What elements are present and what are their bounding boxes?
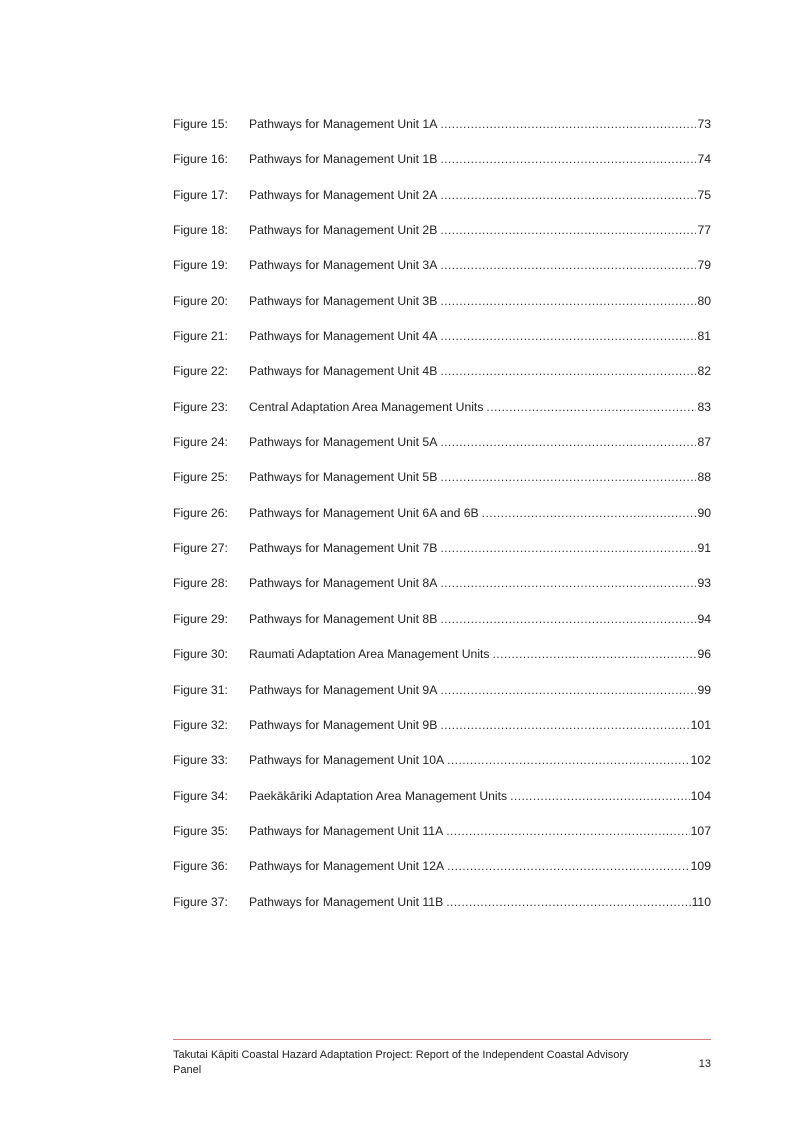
figure-number: Figure 29: xyxy=(173,611,228,626)
toc-entry[interactable] xyxy=(173,362,711,397)
figure-number: Figure 26: xyxy=(173,505,228,520)
toc-entry[interactable] xyxy=(173,645,711,680)
list-of-figures xyxy=(173,115,711,928)
figure-number: Figure 30: xyxy=(173,647,228,662)
page-reference: 107 xyxy=(690,823,711,838)
toc-entry[interactable] xyxy=(173,468,711,503)
toc-entry[interactable] xyxy=(173,256,711,291)
figure-number: Figure 21: xyxy=(173,329,228,344)
dot-leader xyxy=(440,574,696,592)
dot-leader xyxy=(510,787,690,805)
page-reference: 80 xyxy=(697,293,711,308)
figure-title: Paekākāriki Adaptation Area Management Units xyxy=(249,788,508,803)
dot-leader xyxy=(440,186,696,204)
dot-leader xyxy=(440,681,696,699)
figure-title: Pathways for Management Unit 8A xyxy=(249,576,438,591)
page-reference: 109 xyxy=(690,859,711,874)
toc-entry[interactable] xyxy=(173,539,711,574)
figure-title: Pathways for Management Unit 6A and 6B xyxy=(249,505,479,520)
figure-number: Figure 31: xyxy=(173,682,228,697)
figure-number: Figure 36: xyxy=(173,859,228,874)
figure-number: Figure 35: xyxy=(173,823,228,838)
figure-title: Pathways for Management Unit 3A xyxy=(249,258,438,273)
dot-leader xyxy=(440,150,696,168)
toc-entry[interactable] xyxy=(173,681,711,716)
dot-leader xyxy=(440,256,696,274)
toc-entry[interactable] xyxy=(173,822,711,857)
footer-page-number: 13 xyxy=(698,1058,711,1070)
dot-leader xyxy=(440,610,696,628)
figure-number: Figure 18: xyxy=(173,223,228,238)
dot-leader xyxy=(447,751,690,769)
figure-number: Figure 19: xyxy=(173,258,228,273)
toc-entry[interactable] xyxy=(173,610,711,645)
figure-number: Figure 24: xyxy=(173,435,228,450)
toc-entry[interactable] xyxy=(173,433,711,468)
figure-title: Pathways for Management Unit 8B xyxy=(249,611,438,626)
figure-title: Pathways for Management Unit 11A xyxy=(249,823,444,838)
figure-title: Pathways for Management Unit 1A xyxy=(249,117,438,131)
dot-leader xyxy=(440,115,696,133)
toc-entry[interactable] xyxy=(173,327,711,362)
page-reference: 73 xyxy=(697,117,711,131)
dot-leader xyxy=(440,716,689,734)
footer-report-title: Takutai Kāpiti Coastal Hazard Adaptation Project: Report of the Independent Coastal Advisory Panel xyxy=(173,1049,629,1076)
page-reference: 104 xyxy=(690,788,711,803)
toc-entry[interactable] xyxy=(173,857,711,892)
dot-leader xyxy=(440,292,696,310)
figure-number: Figure 16: xyxy=(173,152,228,167)
dot-leader xyxy=(493,645,697,663)
page-reference: 77 xyxy=(697,223,711,238)
figure-number: Figure 28: xyxy=(173,576,228,591)
toc-entry[interactable] xyxy=(173,221,711,256)
page-reference: 94 xyxy=(697,611,711,626)
figure-number: Figure 20: xyxy=(173,293,228,308)
toc-entry[interactable] xyxy=(173,751,711,786)
figure-number: Figure 25: xyxy=(173,470,228,485)
page-reference: 81 xyxy=(697,329,711,344)
page-reference: 90 xyxy=(697,505,711,520)
figure-title: Pathways for Management Unit 9B xyxy=(249,717,438,732)
dot-leader xyxy=(482,504,697,522)
page-reference: 75 xyxy=(697,187,711,202)
dot-leader xyxy=(440,327,696,345)
figure-title: Pathways for Management Unit 10A xyxy=(249,753,445,768)
figure-number: Figure 34: xyxy=(173,788,228,803)
toc-entry[interactable] xyxy=(173,115,711,150)
figure-title: Pathways for Management Unit 12A xyxy=(249,859,445,874)
figure-title: Pathways for Management Unit 2A xyxy=(249,187,438,202)
page-reference: 87 xyxy=(697,435,711,450)
figure-number: Figure 33: xyxy=(173,753,228,768)
page-reference: 83 xyxy=(697,399,711,414)
page-reference: 91 xyxy=(697,541,711,556)
figure-title: Pathways for Management Unit 11B xyxy=(249,894,444,909)
figure-title: Pathways for Management Unit 7B xyxy=(249,541,438,556)
page-reference: 79 xyxy=(697,258,711,273)
dot-leader xyxy=(440,362,696,380)
dot-leader xyxy=(440,468,696,486)
figure-number: Figure 37: xyxy=(173,894,228,909)
page-reference: 74 xyxy=(697,152,711,167)
toc-entry[interactable] xyxy=(173,893,711,928)
page-reference: 110 xyxy=(691,894,711,909)
toc-entry[interactable] xyxy=(173,292,711,327)
dot-leader xyxy=(447,857,690,875)
figure-title: Pathways for Management Unit 4A xyxy=(249,329,438,344)
toc-entry[interactable] xyxy=(173,186,711,221)
dot-leader xyxy=(446,822,689,840)
toc-entry[interactable] xyxy=(173,504,711,539)
figure-title: Pathways for Management Unit 5A xyxy=(249,435,438,450)
figure-title: Pathways for Management Unit 2B xyxy=(249,223,438,238)
figure-title: Pathways for Management Unit 4B xyxy=(249,364,438,379)
figure-number: Figure 23: xyxy=(173,399,228,414)
toc-entry[interactable] xyxy=(173,716,711,751)
figure-number: Figure 15: xyxy=(173,117,228,131)
page-reference: 93 xyxy=(697,576,711,591)
figure-title: Pathways for Management Unit 3B xyxy=(249,293,438,308)
figure-title: Pathways for Management Unit 1B xyxy=(249,152,438,167)
toc-entry[interactable] xyxy=(173,787,711,822)
page-reference: 99 xyxy=(697,682,711,697)
figure-number: Figure 32: xyxy=(173,717,228,732)
page-reference: 88 xyxy=(697,470,711,485)
figure-title: Central Adaptation Area Management Units xyxy=(249,399,484,414)
dot-leader xyxy=(440,539,696,557)
figure-number: Figure 17: xyxy=(173,187,228,202)
dot-leader xyxy=(446,893,690,911)
page-reference: 96 xyxy=(697,647,711,662)
toc-entry[interactable] xyxy=(173,574,711,609)
figure-title: Pathways for Management Unit 5B xyxy=(249,470,438,485)
page-reference: 101 xyxy=(690,717,711,732)
page-reference: 102 xyxy=(690,753,711,768)
figure-number: Figure 22: xyxy=(173,364,228,379)
figure-title: Pathways for Management Unit 9A xyxy=(249,682,438,697)
figure-number: Figure 27: xyxy=(173,541,228,556)
page-reference: 82 xyxy=(697,364,711,379)
figure-title: Raumati Adaptation Area Management Units xyxy=(249,647,490,662)
toc-entry[interactable] xyxy=(173,150,711,185)
dot-leader xyxy=(486,398,696,416)
toc-entry[interactable] xyxy=(173,398,711,433)
dot-leader xyxy=(440,221,696,239)
dot-leader xyxy=(440,433,696,451)
footer-divider xyxy=(173,1039,711,1040)
